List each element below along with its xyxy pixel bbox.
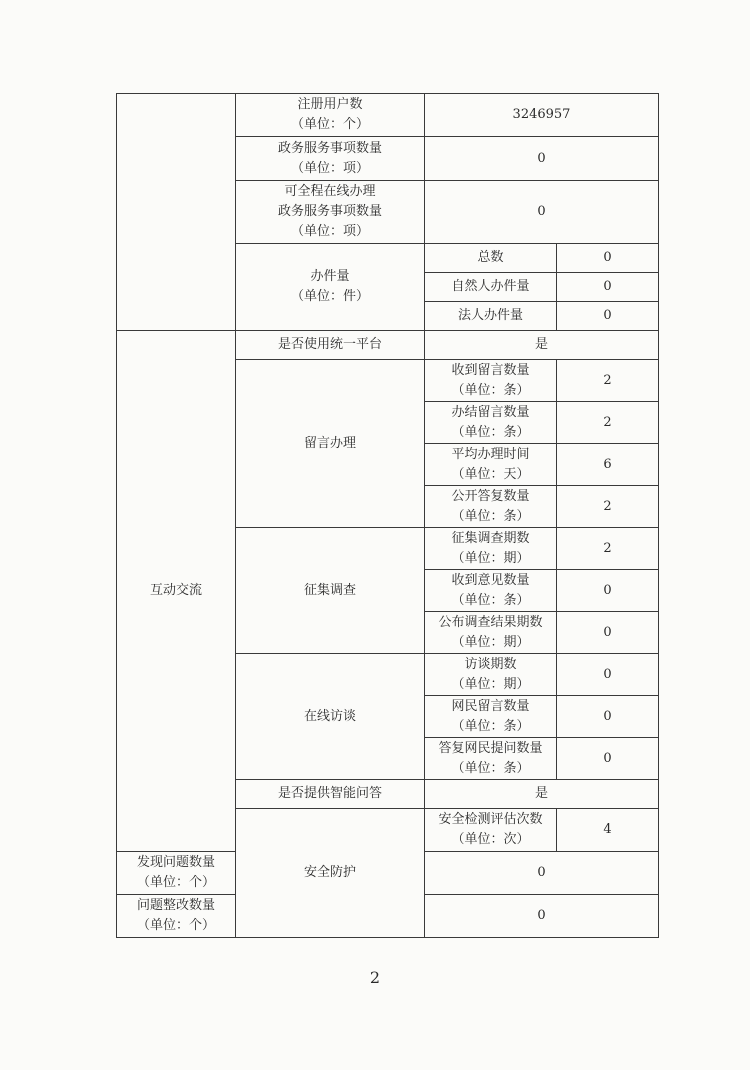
category-interaction: 互动交流 [117, 331, 236, 852]
sub-value: 0 [557, 738, 659, 780]
sub-label: 答复网民提问数量 （单位：条） [425, 738, 557, 780]
sub-value: 0 [557, 696, 659, 738]
statistics-table [116, 93, 659, 938]
sub-label: 访谈期数 （单位：期） [425, 654, 557, 696]
sub-label: 收到意见数量 （单位：条） [425, 570, 557, 612]
table-row [117, 331, 659, 360]
sub-value: 2 [557, 486, 659, 528]
page-number: 2 [369, 968, 381, 987]
value-unified-platform: 是 [425, 331, 659, 360]
label-issues-fixed: 问题整改数量 （单位：个） [117, 895, 236, 938]
label-case-volume: 办件量 （单位：件） [236, 244, 425, 331]
sub-label: 法人办件量 [425, 302, 557, 331]
value-issues-found: 0 [425, 852, 659, 895]
sub-value: 0 [557, 654, 659, 696]
label-security-check: 安全检测评估次数 （单位：次） [425, 809, 557, 852]
label-survey: 征集调查 [236, 528, 425, 654]
label-online-interview: 在线访谈 [236, 654, 425, 780]
sub-label: 办结留言数量 （单位：条） [425, 402, 557, 444]
table-row [117, 94, 659, 137]
value-registered-users: 3246957 [425, 94, 659, 137]
sub-value: 0 [557, 302, 659, 331]
sub-label: 平均办理时间 （单位：天） [425, 444, 557, 486]
label-smart-qa: 是否提供智能问答 [236, 780, 425, 809]
label-online-service-items: 可全程在线办理 政务服务事项数量 （单位：项） [236, 181, 425, 244]
label-message-handling: 留言办理 [236, 360, 425, 528]
sub-value: 2 [557, 360, 659, 402]
sub-label: 征集调查期数 （单位：期） [425, 528, 557, 570]
category-cell-blank [117, 94, 236, 331]
value-service-items: 0 [425, 137, 659, 181]
category-security: 安全防护 [236, 809, 425, 938]
sub-value: 6 [557, 444, 659, 486]
sub-label: 公开答复数量 （单位：条） [425, 486, 557, 528]
sub-label: 自然人办件量 [425, 273, 557, 302]
value-online-service-items: 0 [425, 181, 659, 244]
value-smart-qa: 是 [425, 780, 659, 809]
sub-label: 总数 [425, 244, 557, 273]
sub-value: 0 [557, 570, 659, 612]
sub-value: 0 [557, 273, 659, 302]
value-issues-fixed: 0 [425, 895, 659, 938]
sub-label: 收到留言数量 （单位：条） [425, 360, 557, 402]
value-security-check: 4 [557, 809, 659, 852]
sub-value: 0 [557, 612, 659, 654]
label-service-items: 政务服务事项数量 （单位：项） [236, 137, 425, 181]
sub-label: 网民留言数量 （单位：条） [425, 696, 557, 738]
sub-value: 2 [557, 528, 659, 570]
sub-value: 2 [557, 402, 659, 444]
label-issues-found: 发现问题数量 （单位：个） [117, 852, 236, 895]
sub-value: 0 [557, 244, 659, 273]
label-registered-users: 注册用户数 （单位：个） [236, 94, 425, 137]
sub-label: 公布调查结果期数 （单位：期） [425, 612, 557, 654]
label-unified-platform: 是否使用统一平台 [236, 331, 425, 360]
